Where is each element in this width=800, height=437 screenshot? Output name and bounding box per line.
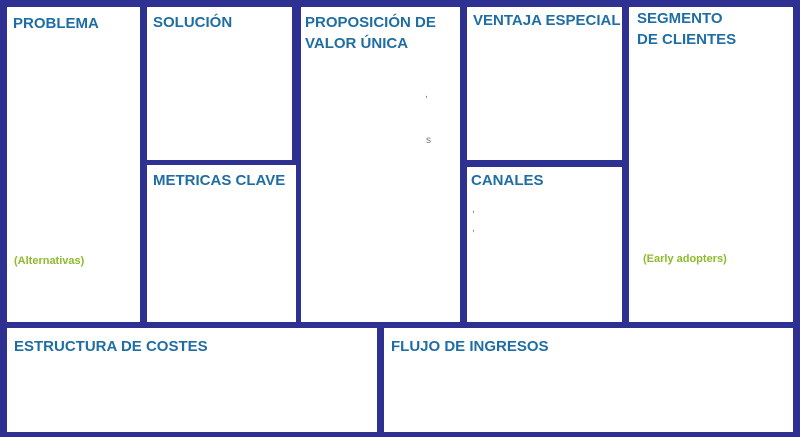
block-ventaja-especial (467, 7, 622, 160)
block-segmento-clientes (629, 7, 793, 322)
block-estructura-costes-title: ESTRUCTURA DE COSTES (14, 338, 208, 355)
block-solucion (147, 7, 292, 160)
block-flujo-ingresos-title: FLUJO DE INGRESOS (391, 338, 549, 355)
block-segmento-clientes-note: (Early adopters) (643, 253, 727, 265)
block-estructura-costes (7, 328, 377, 432)
block-canales-mark: , (472, 204, 475, 215)
block-metricas-clave (147, 165, 296, 322)
block-metricas-clave-title: METRICAS CLAVE (153, 172, 286, 189)
block-problema (7, 7, 140, 322)
block-propuesta-valor-title: PROPOSICIÓN DE VALOR ÚNICA (305, 14, 436, 52)
block-ventaja-especial-title: VENTAJA ESPECIAL (473, 12, 621, 29)
block-canales (467, 167, 622, 322)
block-canales-title: CANALES (471, 172, 544, 189)
block-propuesta-valor-mark: , (425, 89, 428, 100)
block-propuesta-valor (301, 7, 460, 322)
block-problema-note: (Alternativas) (14, 255, 85, 267)
block-solucion-title: SOLUCIÓN (153, 14, 233, 31)
block-flujo-ingresos (384, 328, 793, 432)
block-propuesta-valor-mark: s (426, 135, 431, 146)
block-problema-title: PROBLEMA (13, 15, 99, 32)
block-segmento-clientes-title: SEGMENTO DE CLIENTES (637, 10, 737, 48)
block-canales-mark: , (472, 223, 475, 234)
